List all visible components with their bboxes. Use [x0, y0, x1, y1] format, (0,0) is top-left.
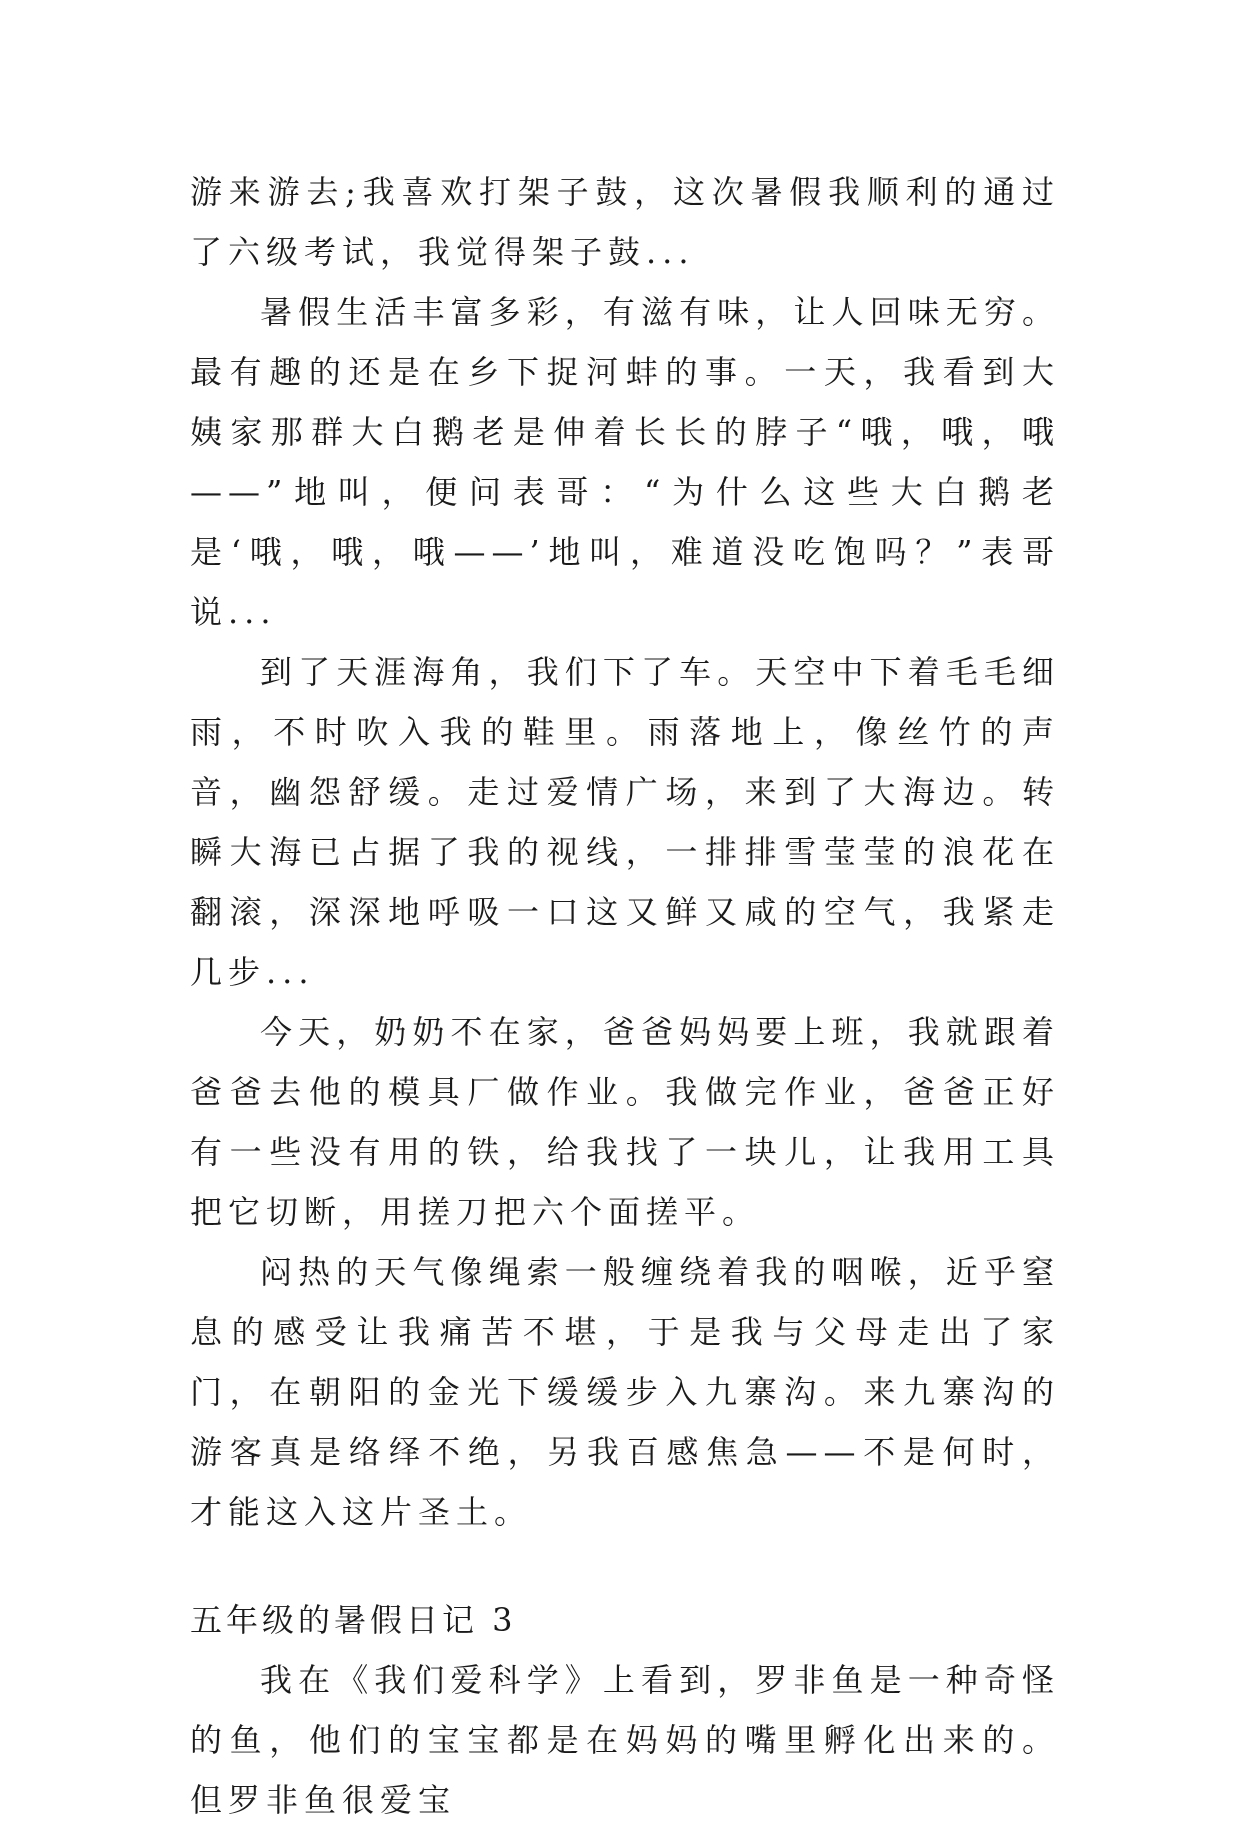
paragraph-goose-story: 暑假生活丰富多彩，有滋有味，让人回味无穷。最有趣的还是在乡下捉河蚌的事。一天，我看到大姨家那群大白鹅老是伸着长长的脖子“哦，哦，哦——”地叫，便问表哥：“为什么这些大白鹅老是‘哦，哦，哦——’地叫，难道没吃饱吗？”表哥说...	[190, 293, 1060, 631]
paragraph-seaside: 到了天涯海角，我们下了车。天空中下着毛毛细雨，不时吹入我的鞋里。雨落地上，像丝竹的声音，幽怨舒缓。走过爱情广场，来到了大海边。转瞬大海已占据了我的视线，一排排雪莹莹的浪花在翻滚，深深地呼吸一口这又鲜又咸的空气，我紧走几步...	[190, 653, 1060, 991]
document-body	[190, 162, 1060, 1830]
paragraph-continuation: 游来游去;我喜欢打架子鼓，这次暑假我顺利的通过了六级考试，我觉得架子鼓...	[190, 173, 1060, 271]
paragraph-jiuzhaigou: 闷热的天气像绳索一般缠绕着我的咽喉，近乎窒息的感受让我痛苦不堪，于是我与父母走出了家门，在朝阳的金光下缓缓步入九寨沟。来九寨沟的游客真是络绎不绝，另我百感焦急——不是何时，才能这入这片圣土。	[190, 1253, 1060, 1531]
section-heading: 五年级的暑假日记 3	[190, 1601, 517, 1639]
paragraph-mold-factory: 今天，奶奶不在家，爸爸妈妈要上班，我就跟着爸爸去他的模具厂做作业。我做完作业，爸爸正好有一些没有用的铁，给我找了一块儿，让我用工具把它切断，用搓刀把六个面搓平。	[190, 1013, 1060, 1231]
paragraph-tilapia: 我在《我们爱科学》上看到，罗非鱼是一种奇怪的鱼，他们的宝宝都是在妈妈的嘴里孵化出来的。但罗非鱼很爱宝	[190, 1661, 1060, 1819]
